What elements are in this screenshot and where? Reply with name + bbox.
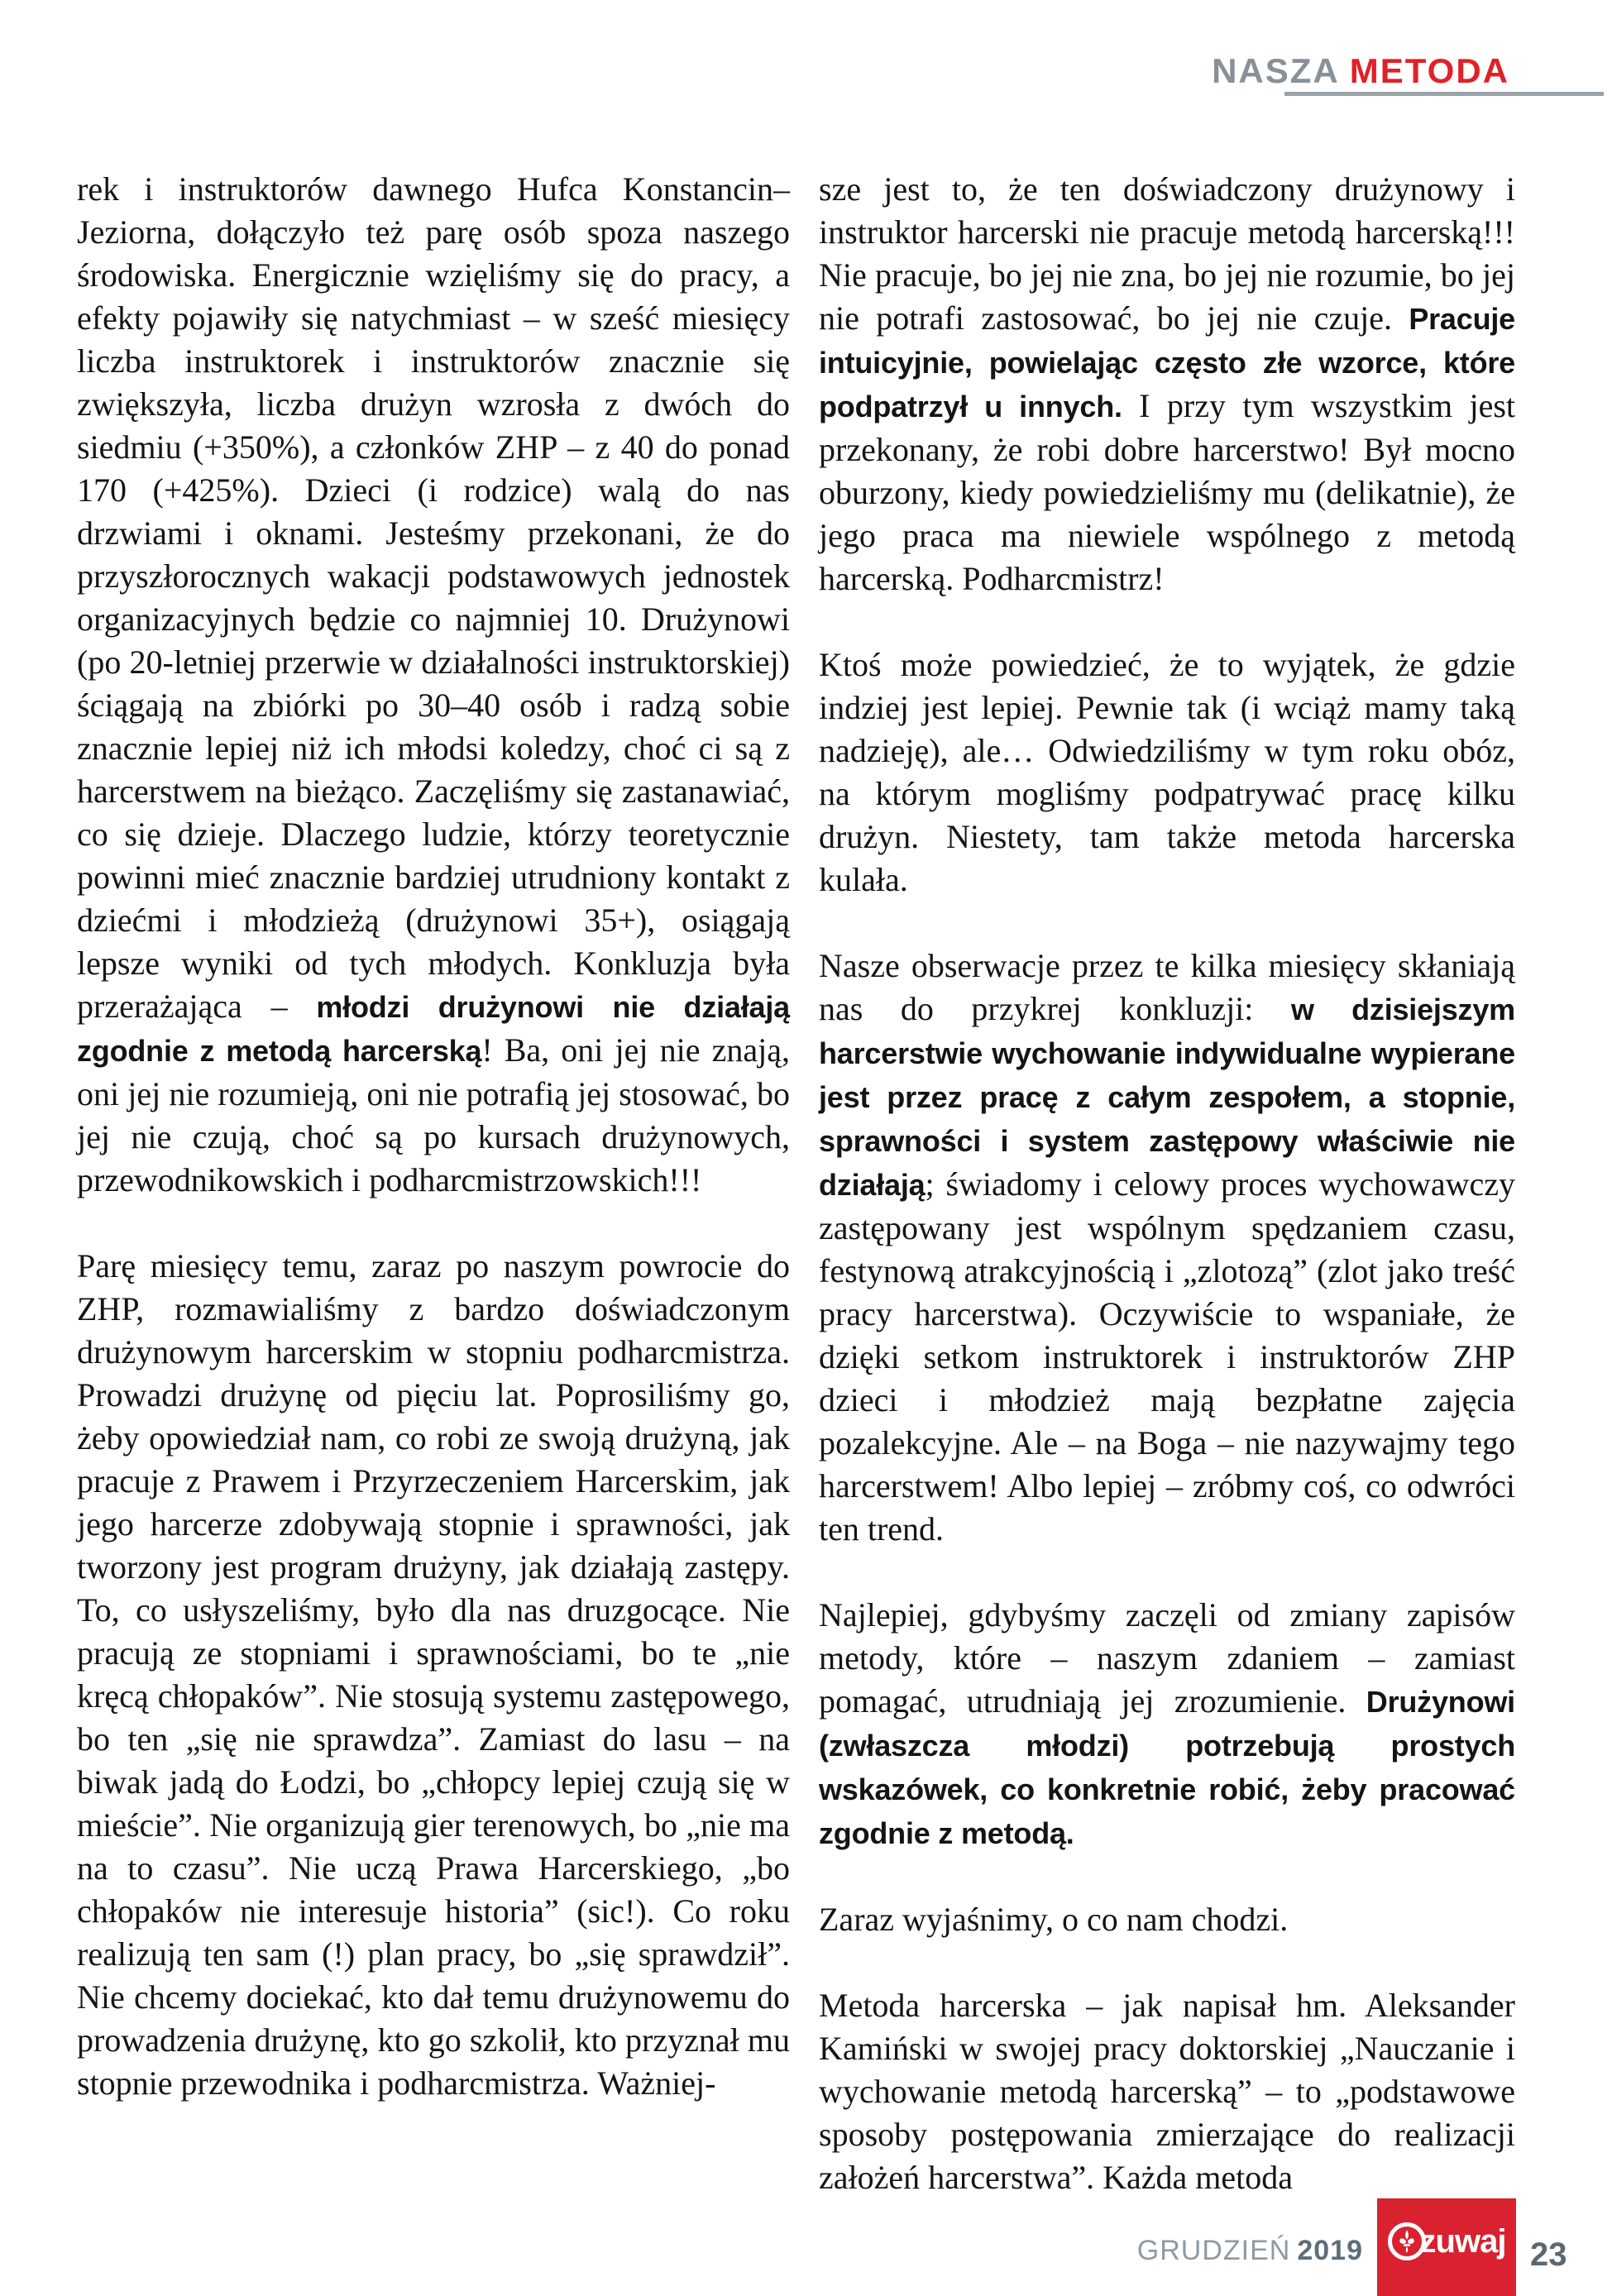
paragraph	[819, 1984, 1515, 2199]
text-run: Zaraz wyjaśnimy, o co nam chodzi.	[819, 1901, 1289, 1938]
paragraph	[819, 1594, 1515, 1855]
bold-text-run: Pracuje intuicyjnie, powielając często złe wzorce, które podpatrzył u innych.	[819, 302, 1515, 423]
fleur-de-lis-icon	[1398, 2229, 1416, 2254]
issue-month: GRUDZIEŃ	[1136, 2235, 1291, 2266]
bold-text-run: w dzisiejszym harcerstwie wychowanie indywidualne wypierane jest przez pracę z całym zespołem, a stopnie, sprawności i system zastępowy właściwie nie działają	[819, 993, 1515, 1202]
header-rule	[1284, 92, 1604, 96]
section-label-gray: NASZA	[1212, 51, 1340, 90]
text-run: Nasze obserwacje przez te kilka miesięcy skłaniają nas do przykrej konkluzji:	[819, 947, 1515, 1027]
article-column-left	[77, 168, 790, 2105]
page-number: 23	[1530, 2236, 1567, 2273]
paragraph	[819, 945, 1515, 1551]
text-run: Metoda harcerska – jak napisał hm. Aleksander Kamiński w swojej pracy doktorskiej „Nauczanie i wychowanie metodą harcerską” – to „podstawowe sposoby postępowania zmierzające do realizacji założeń harcerstwa”. Każda metoda	[819, 1987, 1515, 2196]
paragraph	[77, 168, 790, 1202]
article-column-right	[819, 168, 1515, 2199]
text-run: ; świadomy i celowy proces wychowawczy zastępowany jest wspólnym spędzaniem czasu, festynową atrakcyjnością i „zlotozą” (zlot jako treść pracy harcerstwa). Oczywiście to wspaniałe, że dzięki setkom instruktorek i instruktorów ZHP dzieci i młodzież mają bezpłatne zajęcia pozalekcyjne. Ale – na Boga – nie nazywajmy tego harcerstwem! Albo lepiej – zróbmy coś, co odwróci ten trend.	[819, 1165, 1515, 1547]
section-header	[1212, 51, 1509, 91]
section-label-red: METODA	[1349, 51, 1509, 90]
czuwaj-logo	[1388, 2222, 1506, 2260]
text-run: sze jest to, że ten doświadczony drużynowy i instruktor harcerski nie pracuje metodą harcerską!!! Nie pracuje, bo jej nie zna, bo jej nie rozumie, bo jej nie potrafi zastosować, bo jej nie czuje.	[819, 170, 1515, 337]
paragraph	[77, 1245, 790, 2105]
issue-year: 2019	[1297, 2235, 1363, 2266]
text-run: rek i instruktorów dawnego Hufca Konstancin–Jeziorna, dołączyło też parę osób spoza naszego środowiska. Energicznie wzięliśmy się do pracy, a efekty pojawiły się natychmiast – w sześć miesięcy liczba instruktorek i instruktorów znacznie się zwiększyła, liczba drużyn wzrosła z dwóch do siedmiu (+350%), a członków ZHP – z 40 do ponad 170 (+425%). Dzieci (i rodzice) walą do nas drzwiami i oknami. Jesteśmy przekonani, że do przyszłorocznych wakacji podstawowych jednostek organizacyjnych będzie co najmniej 10. Drużynowi (po 20-letniej przerwie w działalności instruktorskiej) ściągają na zbiórki po 30–40 osób i radzą sobie znacznie lepiej niż ich młodsi koledzy, choć ci są z harcerstwem na bieżąco. Zaczęliśmy się zastanawiać, co się dzieje. Dlaczego ludzie, którzy teoretycznie powinni mieć znacznie bardziej utrudniony kontakt z dziećmi i młodzieżą (drużynowi 35+), osiągają lepsze wyniki od tych młodych. Konkluzja była przerażająca –	[77, 170, 790, 1025]
logo-wordmark: zuwaj	[1419, 2223, 1506, 2260]
bold-text-run: młodzi drużynowi nie działają zgodnie z metodą harcerską	[77, 990, 790, 1068]
paragraph	[819, 1898, 1515, 1941]
text-run: Najlepiej, gdybyśmy zaczęli od zmiany zapisów metody, które – naszym zdaniem – zamiast pomagać, utrudniają jej zrozumienie.	[819, 1596, 1515, 1720]
czuwaj-logo-box	[1377, 2198, 1516, 2296]
text-run: Parę miesięcy temu, zaraz po naszym powrocie do ZHP, rozmawialiśmy z bardzo doświadczonym drużynowym harcerskim w stopniu podharcmistrza. Prowadzi drużynę od pięciu lat. Poprosiliśmy go, żeby opowiedział nam, co robi ze swoją drużyną, jak pracuje z Prawem i Przyrzeczeniem Harcerskim, jak jego harcerze zdobywają stopnie i sprawności, jak tworzony jest program drużyny, jak działają zastępy. To, co usłyszeliśmy, było dla nas druzgocące. Nie pracują ze stopniami i sprawnościami, bo te „nie kręcą chłopaków”. Nie stosują systemu zastępowego, bo ten „się nie sprawdza”. Zamiast do lasu – na biwak jadą do Łodzi, bo „chłopcy lepiej czują się w mieście”. Nie organizują gier terenowych, bo „nie ma na to czasu”. Nie uczą Prawa Harcerskiego, „bo chłopaków nie interesuje historia” (sic!). Co roku realizują ten sam (!) plan pracy, bo „się sprawdził”. Nie chcemy dociekać, kto dał temu drużynowemu do prowadzenia drużynę, kto go szkolił, kto przyznał mu stopnie przewodnika i podharcmistrza. Ważniej-	[77, 1247, 790, 2102]
text-run: ! Ba, oni jej nie znają, oni jej nie rozumieją, oni nie potrafią jej stosować, bo jej nie czują, choć są po kursach drużynowych, przewodnikowskich i podharcmistrzowskich!!!	[77, 1031, 790, 1198]
text-run: I przy tym wszystkim jest przekonany, że robi dobre harcerstwo! Był mocno oburzony, kiedy powiedzieliśmy mu (delikatnie), że jego praca ma niewiele wspólnego z metodą harcerską. Podharcmistrz!	[819, 387, 1515, 597]
issue-date	[1137, 2235, 1363, 2267]
paragraph	[819, 168, 1515, 600]
bold-text-run: Drużynowi (zwłaszcza młodzi) potrzebują prostych wskazówek, co konkretnie robić, żeby pracować zgodnie z metodą.	[819, 1685, 1515, 1850]
text-run: Ktoś może powiedzieć, że to wyjątek, że gdzie indziej jest lepiej. Pewnie tak (i wciąż mamy taką nadzieję), ale… Odwiedziliśmy w tym roku obóz, na którym mogliśmy podpatrywać pracę kilku drużyn. Niestety, tam także metoda harcerska kulała.	[819, 646, 1515, 898]
paragraph	[819, 643, 1515, 902]
